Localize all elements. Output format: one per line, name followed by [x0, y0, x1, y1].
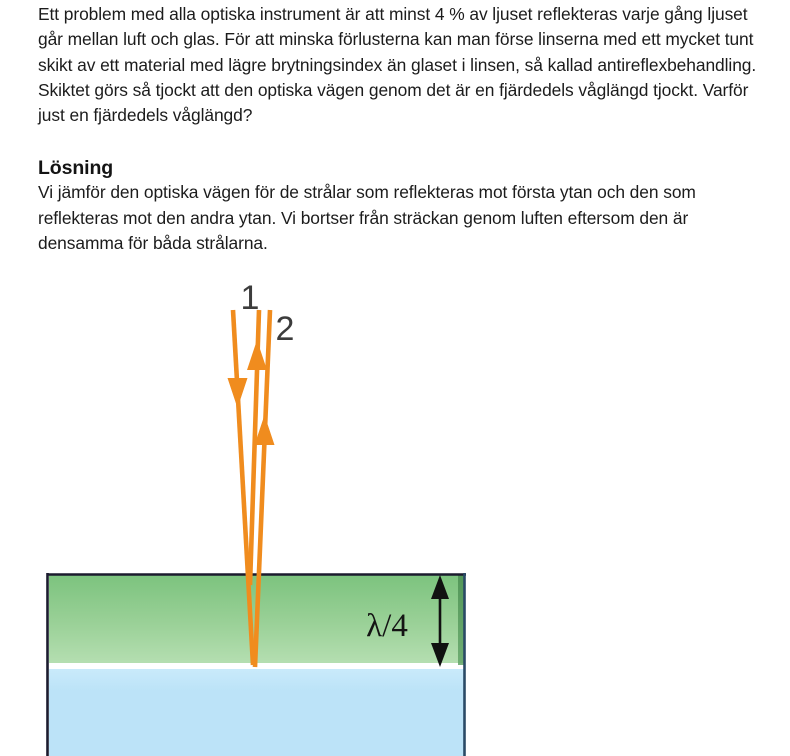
glass-layer [49, 669, 464, 756]
ray-reflected-first-arrowhead [247, 340, 267, 370]
article-content [38, 0, 774, 256]
solution-section [38, 156, 774, 256]
problem-statement: Ett problem med alla optiska instrument är att minst 4 % av ljuset reflekteras varje gång ljuset går mellan luft och glas. För att minska förlusterna kan man förse linserna med ett mycket tunt skikt av ett material med lägre brytningsindex än glaset i linsen, så kallad antireflexbehandling. Skiktet görs så tjockt att den optiska vägen genom det är en fjärdedels våglängd tjockt. Varför just en fjärdedels våglängd? [38, 4, 757, 126]
ray-label-2: 2 [275, 310, 295, 348]
thickness-label: λ/4 [366, 608, 408, 644]
ray-label-1: 1 [240, 279, 260, 317]
antireflection-coating-figure [0, 255, 790, 756]
solution-text: Vi jämför den optiska vägen för de strålar som reflekteras mot första ytan och den som reflekteras mot den andra ytan. Vi bortser från sträckan genom luften eftersom den är densamma för båda strålarna. [38, 182, 696, 254]
coating-right-edge [458, 575, 464, 665]
ray-incident-arrowhead [228, 378, 248, 408]
solution-heading: Lösning [38, 157, 114, 180]
